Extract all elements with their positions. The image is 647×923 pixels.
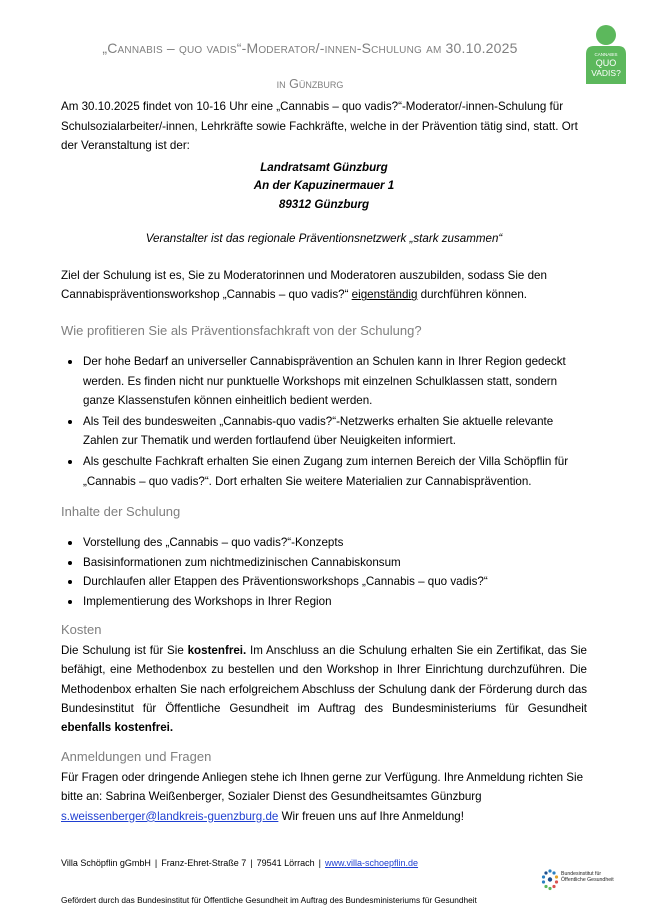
page-subtitle: in Günzburg bbox=[276, 77, 344, 91]
goal-text-before: Ziel der Schulung ist es, Sie zu Moderatorinnen und Moderatoren auszubilden, sodass Sie den Cannabispräventionsworkshop „Cannabis – quo vadis?“ bbox=[61, 268, 547, 302]
bundes-logo-line-2: Öffentliche Gesundheit bbox=[561, 877, 614, 884]
cannabis-quo-vadis-logo bbox=[583, 24, 629, 84]
logo-line-3: VADIS? bbox=[591, 68, 621, 78]
venue-city: 89312 Günzburg bbox=[278, 197, 370, 211]
logo-line-1: CANNABIS bbox=[594, 52, 618, 57]
list-item: Der hohe Bedarf an universeller Cannabisprävention an Schulen kann in Ihrer Region gedeckt werden. Es finden nicht nur punktuelle Workshops mit einzelnen Schulklassen statt, sondern ganze Klassenstufen können einheitlich bedient werden. bbox=[61, 352, 587, 411]
page-title: „Cannabis – quo vadis“-Moderator/-innen-Schulung am 30.10.2025 bbox=[102, 40, 518, 56]
list-item: Implementierung des Workshops in Ihrer Region bbox=[61, 592, 587, 612]
list-item: Durchlaufen aller Etappen des Präventionsworkshops „Cannabis – quo vadis?“ bbox=[61, 572, 587, 592]
costs-heading: Kosten bbox=[61, 622, 102, 638]
costs-paragraph bbox=[61, 641, 587, 737]
registration-text: Für Fragen oder dringende Anliegen stehe ich Ihnen gerne zur Verfügung. Ihre Anmeldung richten Sie bitte an: Sabrina Weißenberger, Sozialer Dienst des Gesundheitsamtes Günzburg bbox=[61, 771, 584, 804]
footer-website-link[interactable]: www.villa-schoepflin.de bbox=[325, 858, 419, 868]
venue-street: An der Kapuzinermauer 1 bbox=[253, 179, 395, 193]
footer-street: Franz-Ehret-Straße 7 bbox=[161, 858, 247, 868]
registration-text-after: Wir freuen uns auf Ihre Anmeldung! bbox=[278, 809, 464, 823]
venue-name: Landratsamt Günzburg bbox=[260, 160, 388, 174]
benefits-list bbox=[61, 352, 587, 491]
footer-org: Villa Schöpflin gGmbH bbox=[61, 858, 151, 868]
goal-underlined: eigenständig bbox=[351, 288, 418, 302]
venue-address bbox=[61, 159, 587, 215]
topics-list bbox=[61, 533, 587, 611]
bundesinstitut-logo bbox=[540, 868, 620, 892]
costs-text-2: Im Anschluss an die Schulung erhalten Sie ein Zertifikat, das Sie befähigt, eine Methodenbox zu bestellen und den Workshop in Ihrer Einrichtung durchzuführen. Die Methodenbox erhalten Sie nach erfolgreichem Abschluss der Schulung dank der Förderung durch das Bundesinstitut für Öffentliche Gesundheit im Auftrag des Bundesministeriums für Gesundheit bbox=[61, 644, 587, 715]
contact-email-link[interactable]: s.weissenberger@landkreis-guenzburg.de bbox=[61, 809, 279, 823]
logo-line-2: QUO bbox=[595, 58, 617, 68]
footer-funding-note: Gefördert durch das Bundesinstitut für Öffentliche Gesundheit im Auftrag des Bundesministeriums für Gesundheit bbox=[61, 895, 477, 905]
costs-text-1: Die Schulung ist für Sie bbox=[61, 644, 188, 658]
bundes-logo-line-1: Bundesinstitut für bbox=[561, 871, 602, 877]
benefits-heading: Wie profitieren Sie als Präventionsfachkraft von der Schulung? bbox=[61, 323, 422, 339]
intro-paragraph: Am 30.10.2025 findet von 10-16 Uhr eine „Cannabis – quo vadis?“-Moderator/-innen-Schulung für Schulsozialarbeiter/-innen, Lehrkräfte sowie Fachkräfte, welche in der Prävention tätig sind, statt. Ort der Veranstaltung ist der: bbox=[61, 100, 578, 153]
list-item: Als Teil des bundesweiten „Cannabis-quo vadis?“-Netzwerks erhalten Sie aktuelle relevante Zahlen zur Thematik und werden fortlaufend über Neuigkeiten informiert. bbox=[61, 412, 587, 451]
registration-heading: Anmeldungen und Fragen bbox=[61, 749, 212, 765]
list-item: Vorstellung des „Cannabis – quo vadis?“-Konzepts bbox=[61, 533, 587, 553]
registration-paragraph bbox=[61, 768, 587, 826]
bundesinstitut-logo-text bbox=[561, 871, 614, 883]
costs-bold-1: kostenfrei. bbox=[187, 644, 247, 658]
list-item: Als geschulte Fachkraft erhalten Sie einen Zugang zum internen Bereich der Villa Schöpflin für „Cannabis – quo vadis?“. Dort erhalten Sie weitere Materialien zur Cannabisprävention. bbox=[61, 452, 587, 491]
topics-heading: Inhalte der Schulung bbox=[61, 504, 181, 520]
costs-bold-2: ebenfalls kostenfrei. bbox=[61, 721, 174, 735]
goal-paragraph bbox=[61, 266, 587, 305]
document-body bbox=[61, 97, 587, 826]
organizer-note: Veranstalter ist das regionale Präventionsnetzwerk „stark zusammen“ bbox=[145, 232, 503, 246]
footer-address: Villa Schöpflin gGmbH | Franz-Ehret-Straße 7 | 79541 Lörrach | www.villa-schoepflin.de bbox=[61, 858, 419, 868]
footer-city: 79541 Lörrach bbox=[256, 858, 315, 868]
list-item: Basisinformationen zum nichtmedizinischen Cannabiskonsum bbox=[61, 553, 587, 573]
goal-text-after: durchführen können. bbox=[417, 288, 528, 302]
bundesinstitut-emblem-icon bbox=[540, 868, 560, 892]
